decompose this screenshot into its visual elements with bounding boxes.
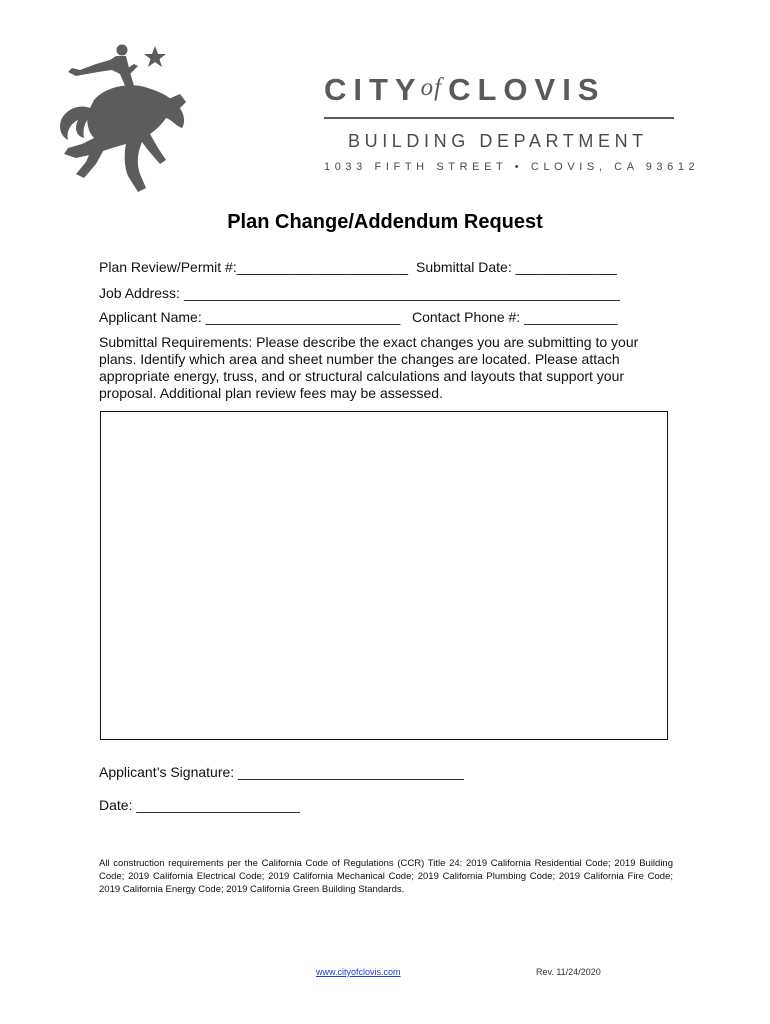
job-address-field[interactable]: Job Address: ________________________________________________________ <box>99 285 620 301</box>
change-description-box[interactable] <box>100 411 668 740</box>
submittal-date-field[interactable]: Submittal Date: _____________ <box>416 259 617 275</box>
city-word: CITY <box>324 72 423 107</box>
revision-date: Rev. 11/24/2020 <box>536 967 601 977</box>
applicant-name-field[interactable]: Applicant Name: _________________________ <box>99 309 401 325</box>
clovis-word: CLOVIS <box>448 72 606 107</box>
star-icon <box>144 46 166 67</box>
date-field[interactable]: Date: _____________________ <box>99 797 300 813</box>
department-name: BUILDING DEPARTMENT <box>348 131 648 151</box>
website-link[interactable]: www.cityofclovis.com <box>316 967 401 977</box>
form-title: Plan Change/Addendum Request <box>227 211 543 233</box>
submittal-requirements: Submittal Requirements: Please describe the exact changes you are submitting to your plans. Identify which area and sheet number the changes are located. Please attach appropriate energy, truss, and or structural calculations and layouts that support your proposal. Additional plan review fees may be assessed. <box>99 334 639 401</box>
of-word: of <box>420 74 443 101</box>
city-of-clovis-wordmark <box>324 72 676 112</box>
department-address: 1033 FIFTH STREET • CLOVIS, CA 93612 <box>324 161 700 173</box>
contact-phone-field[interactable]: Contact Phone #: ____________ <box>412 309 618 325</box>
permit-number-field[interactable]: Plan Review/Permit #:______________________ <box>99 259 409 275</box>
code-requirements-note: All construction requirements per the California Code of Regulations (CCR) Title 24: 2019 California Residential Code; 2019 Building Code; 2019 California Electrical Code; 2019 California Mechanical Code; 2019 California Plumbing Code; 2019 California Fire Code; 2019 California Energy Code; 2019 California Green Building Standards. <box>99 858 673 895</box>
bucking-horse-logo <box>54 42 188 196</box>
signature-field[interactable]: Applicant’s Signature: _____________________________ <box>99 764 464 780</box>
header-divider <box>324 117 674 119</box>
